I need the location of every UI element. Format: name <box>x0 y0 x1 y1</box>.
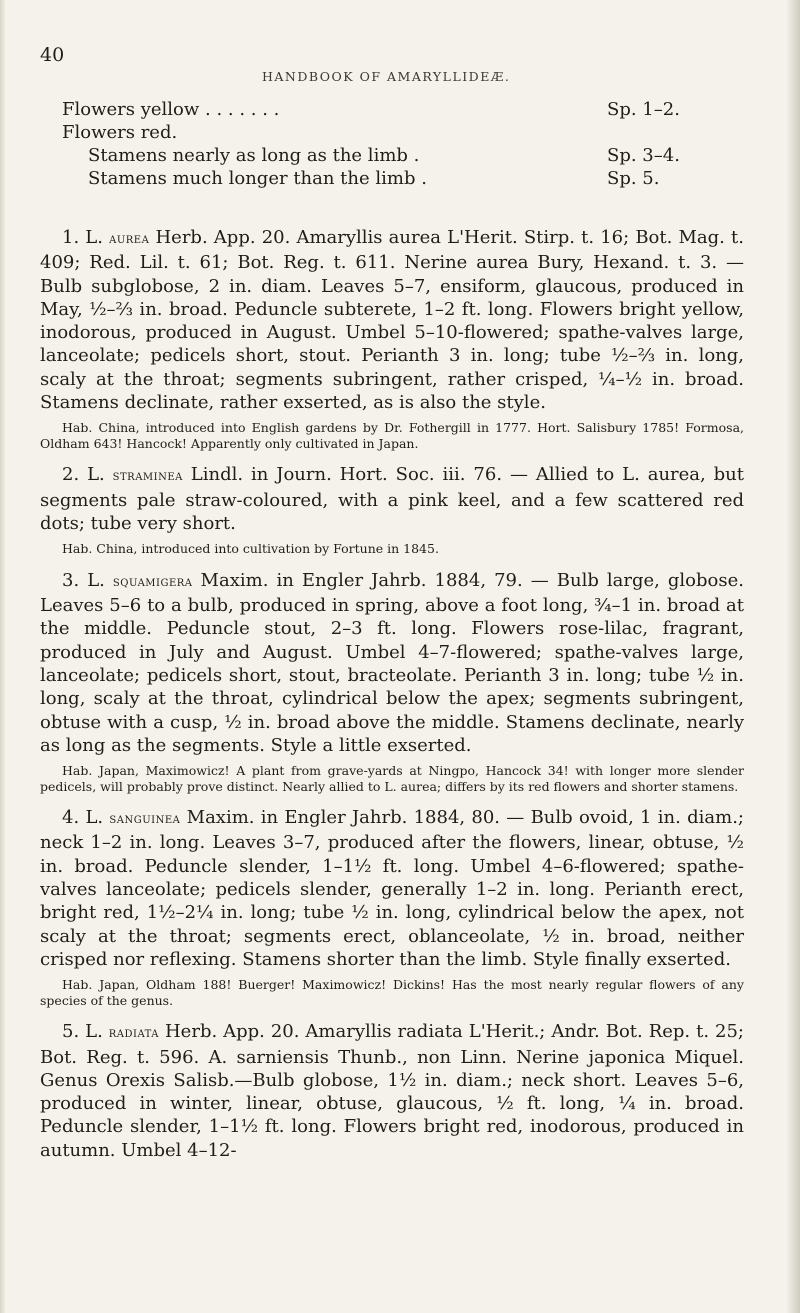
key-ref: Sp. 1–2. <box>607 99 680 120</box>
key-row <box>62 121 702 144</box>
page-left-edge <box>0 0 6 1313</box>
key-row <box>62 167 702 190</box>
species-description: Lindl. in Journ. Hort. Soc. iii. 76. — Allied to L. aurea, but segments pale straw-coloured, with a pink keel, and a few scattered red dots; tube very short. <box>40 464 744 534</box>
species-name: aurea <box>109 231 150 247</box>
habitat-note: Hab. Japan, Oldham 188! Buerger! Maximowicz! Dickins! Has the most nearly regular flowers of any species of the genus. <box>40 977 744 1008</box>
key-row <box>62 144 702 167</box>
species-entry-radiata <box>40 1020 744 1162</box>
habitat-note: Hab. Japan, Maximowicz! A plant from grave-yards at Ningpo, Hancock 34! with longer more slender pedicels, will probably prove distinct. Nearly allied to L. aurea; differs by its red flowers and shorter stamens. <box>40 763 744 794</box>
species-description: Maxim. in Engler Jahrb. 1884, 79. — Bulb large, globose. Leaves 5–6 to a bulb, produced in spring, above a foot long, ¾–1 in. broad at the middle. Peduncle stout, 2–3 ft. long. Flowers rose-lilac, fragrant, produced in July and August. Umbel 4–7-flowered; spathe-valves large, lanceolate; pedicels short, stout, bracteolate. Perianth 3 in. long; tube ½ in. long, scaly at the throat, cylindrical below the apex; segments subringent, obtuse with a cusp, ½ in. broad above the middle. Stamens declinate, nearly as long as the segments. Style a little exserted. <box>40 569 744 756</box>
species-number: 5. L. <box>62 1021 103 1043</box>
habitat-note: Hab. China, introduced into English gardens by Dr. Fothergill in 1777. Hort. Salisbury 1785! Formosa, Oldham 643! Hancock! Apparently only cultivated in Japan. <box>40 420 744 451</box>
key-ref <box>607 121 702 144</box>
key-row <box>62 98 702 121</box>
species-entry-sanguinea <box>40 806 744 971</box>
species-name: sanguinea <box>109 811 181 828</box>
species-description: Herb. App. 20. Amaryllis radiata L'Herit.; Andr. Bot. Rep. t. 25; Bot. Reg. t. 596. A. sarniensis Thunb., non Linn. Nerine japonica Miquel. Genus Orexis Salisb.—Bulb globose, 1½ in. diam.; neck short. Leaves 5–6, produced in winter, linear, obtuse, glaucous, ½ ft. long, ¼ in. broad. Peduncle slender, 1–1½ ft. long. Flowers bright red, inodorous, produced in autumn. Umbel 4–12- <box>40 1021 744 1161</box>
species-entry-aurea <box>40 226 744 414</box>
species-number: 2. L. <box>62 464 105 486</box>
species-number: 1. L. <box>62 227 103 248</box>
page-number: 40 <box>40 44 65 66</box>
key-ref: Sp. 3–4. <box>607 145 680 166</box>
key-text: Flowers yellow . . . . . . . <box>62 99 280 120</box>
species-key <box>62 98 702 190</box>
page-right-edge <box>786 0 800 1313</box>
key-text: Flowers red. <box>62 122 178 143</box>
species-entry-straminea <box>40 463 744 535</box>
running-title: HANDBOOK OF AMARYLLIDEÆ. <box>262 69 511 84</box>
species-number: 3. L. <box>62 569 105 591</box>
key-text: Stamens much longer than the limb . <box>88 168 427 189</box>
species-name: squamigera <box>112 573 193 590</box>
species-entry-squamigera <box>40 569 744 757</box>
species-description: Maxim. in Engler Jahrb. 1884, 80. — Bulb ovoid, 1 in. diam.; neck 1–2 in. long. Leaves 3–7, produced after the flowers, linear, obtuse, ½ in. broad. Peduncle slender, 1–1½ ft. long. Umbel 4–6-flowered; spathe-valves lanceolate; pedicels slender, generally 1–2 in. long. Perianth erect, bright red, 1½–2¼ in. long; tube ½ in. long, cylindrical below the apex, not scaly at the throat; segments erect, oblanceolate, ½ in. broad, neither crisped nor reflexing. Stamens shorter than the limb. Style finally exserted. <box>40 807 744 970</box>
species-description: Herb. App. 20. Amaryllis aurea L'Herit. Stirp. t. 16; Bot. Mag. t. 409; Red. Lil. t. 61; Bot. Reg. t. 611. Nerine aurea Bury, Hexand. t. 3. — Bulb subglobose, 2 in. diam. Leaves 5–7, ensiform, glaucous, produced in May, ½–⅔ in. broad. Peduncle subterete, 1–2 ft. long. Flowers bright yellow, inodorous, produced in August. Umbel 5–10-flowered; spathe-valves large, lanceolate; pedicels short, stout. Perianth 3 in. long; tube ½–⅔ in. long, scaly at the throat; segments subringent, rather crisped, ¼–½ in. broad. Stamens declinate, rather exserted, as is also the style. <box>40 227 744 414</box>
key-text: Stamens nearly as long as the limb . <box>88 145 420 166</box>
habitat-note: Hab. China, introduced into cultivation by Fortune in 1845. <box>62 541 439 557</box>
species-number: 4. L. <box>62 807 104 829</box>
species-name: radiata <box>108 1025 160 1042</box>
key-ref: Sp. 5. <box>607 168 660 189</box>
species-name: straminea <box>112 468 183 485</box>
species-list <box>40 226 744 1172</box>
